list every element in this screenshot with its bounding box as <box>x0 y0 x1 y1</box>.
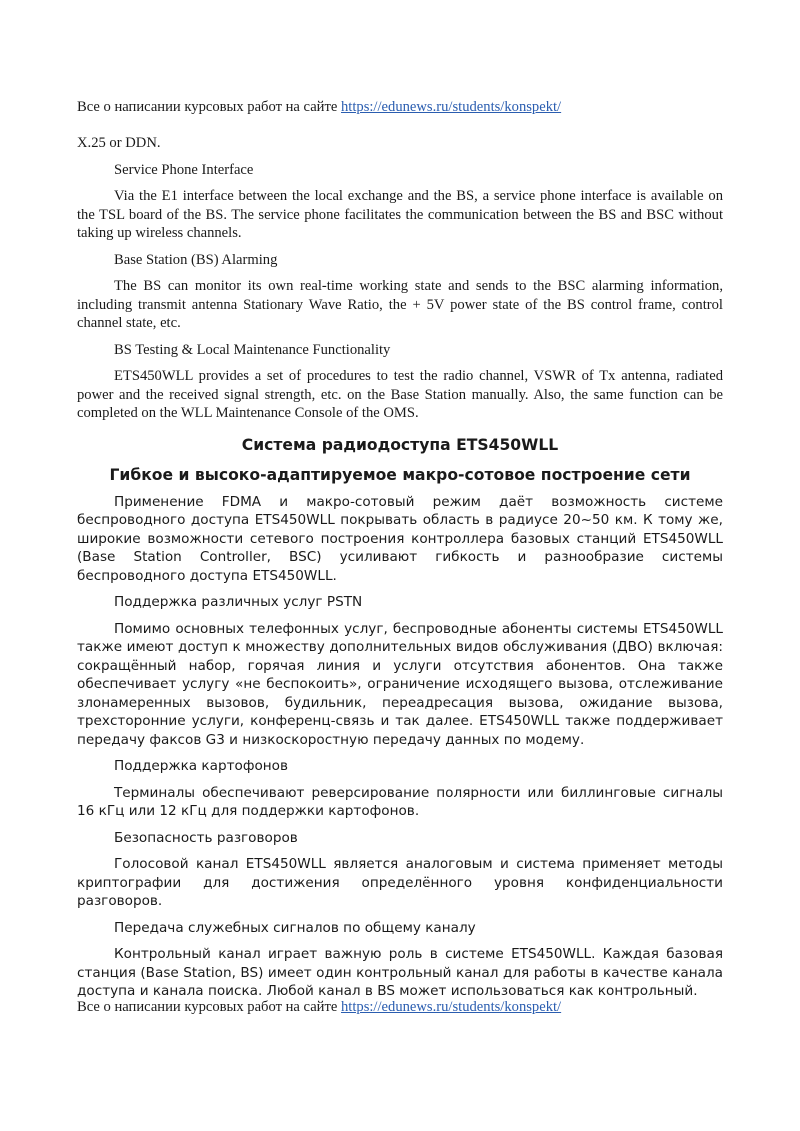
paragraph-signaling: Контрольный канал играет важную роль в системе ETS450WLL. Каждая базовая станция (Base Station, BS) имеет один контрольный канал для работы в качестве канала доступа и канала поиска. Любой канал в BS может использоваться как контрольный. <box>77 946 723 999</box>
subheading-signaling: Передача служебных сигналов по общему каналу <box>114 919 476 936</box>
subheading-security: Безопасность разговоров <box>114 829 298 846</box>
subheading-bs-alarming: Base Station (BS) Alarming <box>114 251 278 268</box>
paragraph-fdma: Применение FDMA и макро-сотовый режим даёт возможность системе беспроводного доступа ETS450WLL покрывать область в радиусе 20~50 км. К тому же, широкие возможности сетевого построения контроллера базовых станций ETS450WLL (Base Station Controller, BSC) усиливают гибкость и разнообразие системы беспроводного доступа ETS450WLL. <box>77 493 723 584</box>
subheading-service-phone: Service Phone Interface <box>114 161 254 178</box>
subheading-bs-testing: BS Testing & Local Maintenance Functionality <box>114 341 391 358</box>
page-footer <box>77 998 737 1016</box>
paragraph-pstn: Помимо основных телефонных услуг, беспроводные абоненты системы ETS450WLL также имеют доступ к множеству дополнительных видов обслуживания (ДВО) включая: сокращённый набор, горячая линия и услуги отсутствия абонентов. Она также обеспечивает услугу «не беспокоить», ограничение исходящего вызова, отслеживание злонамеренных вызовов, будильник, переадресация вызова, ожидание вызова, трехсторонние услуги, конференц-связь и так далее. ETS450WLL также поддерживает передачу факсов G3 и низкоскоростную передачу данных по модему. <box>77 620 723 748</box>
footer-link[interactable]: https://edunews.ru/students/konspekt/ <box>341 999 562 1015</box>
document-body <box>77 134 723 1009</box>
paragraph-service-phone: Via the E1 interface between the local exchange and the BS, a service phone interface is available on the TSL board of the BS. The service phone facilitates the communication between the BS and BSC without taking up wireless channels. <box>77 188 723 241</box>
paragraph-cardphones: Терминалы обеспечивают реверсирование полярности или биллинговые сигналы 16 кГц или 12 кГц для поддержки картофонов. <box>77 784 723 819</box>
header-text: Все о написании курсовых работ на сайте <box>77 99 341 115</box>
header-link[interactable]: https://edunews.ru/students/konspekt/ <box>341 99 562 115</box>
paragraph-bs-alarming: The BS can monitor its own real-time working state and sends to the BSC alarming information, including transmit antenna Stationary Wave Ratio, the + 5V power state of the BS control frame, control channel state, etc. <box>77 278 723 331</box>
paragraph-continuation: X.25 or DDN. <box>77 135 161 151</box>
subheading-cardphones: Поддержка картофонов <box>114 758 288 774</box>
subheading-pstn: Поддержка различных услуг PSTN <box>114 594 363 610</box>
paragraph-security: Голосовой канал ETS450WLL является аналоговым и система применяет методы криптографии для достижения определённого уровня конфиденциальности разговоров. <box>77 856 723 909</box>
footer-text: Все о написании курсовых работ на сайте <box>77 999 341 1015</box>
paragraph-bs-testing: ETS450WLL provides a set of procedures to test the radio channel, VSWR of Tx antenna, radiated power and the received signal strength, etc. on the Base Station manually. Also, the same function can be completed on the WLL Maintenance Console of the OMS. <box>77 368 723 421</box>
section-subtitle: Гибкое и высоко-адаптируемое макро-сотовое построение сети <box>109 465 691 484</box>
section-title: Система радиодоступа ETS450WLL <box>241 435 559 454</box>
page-header <box>77 98 737 116</box>
